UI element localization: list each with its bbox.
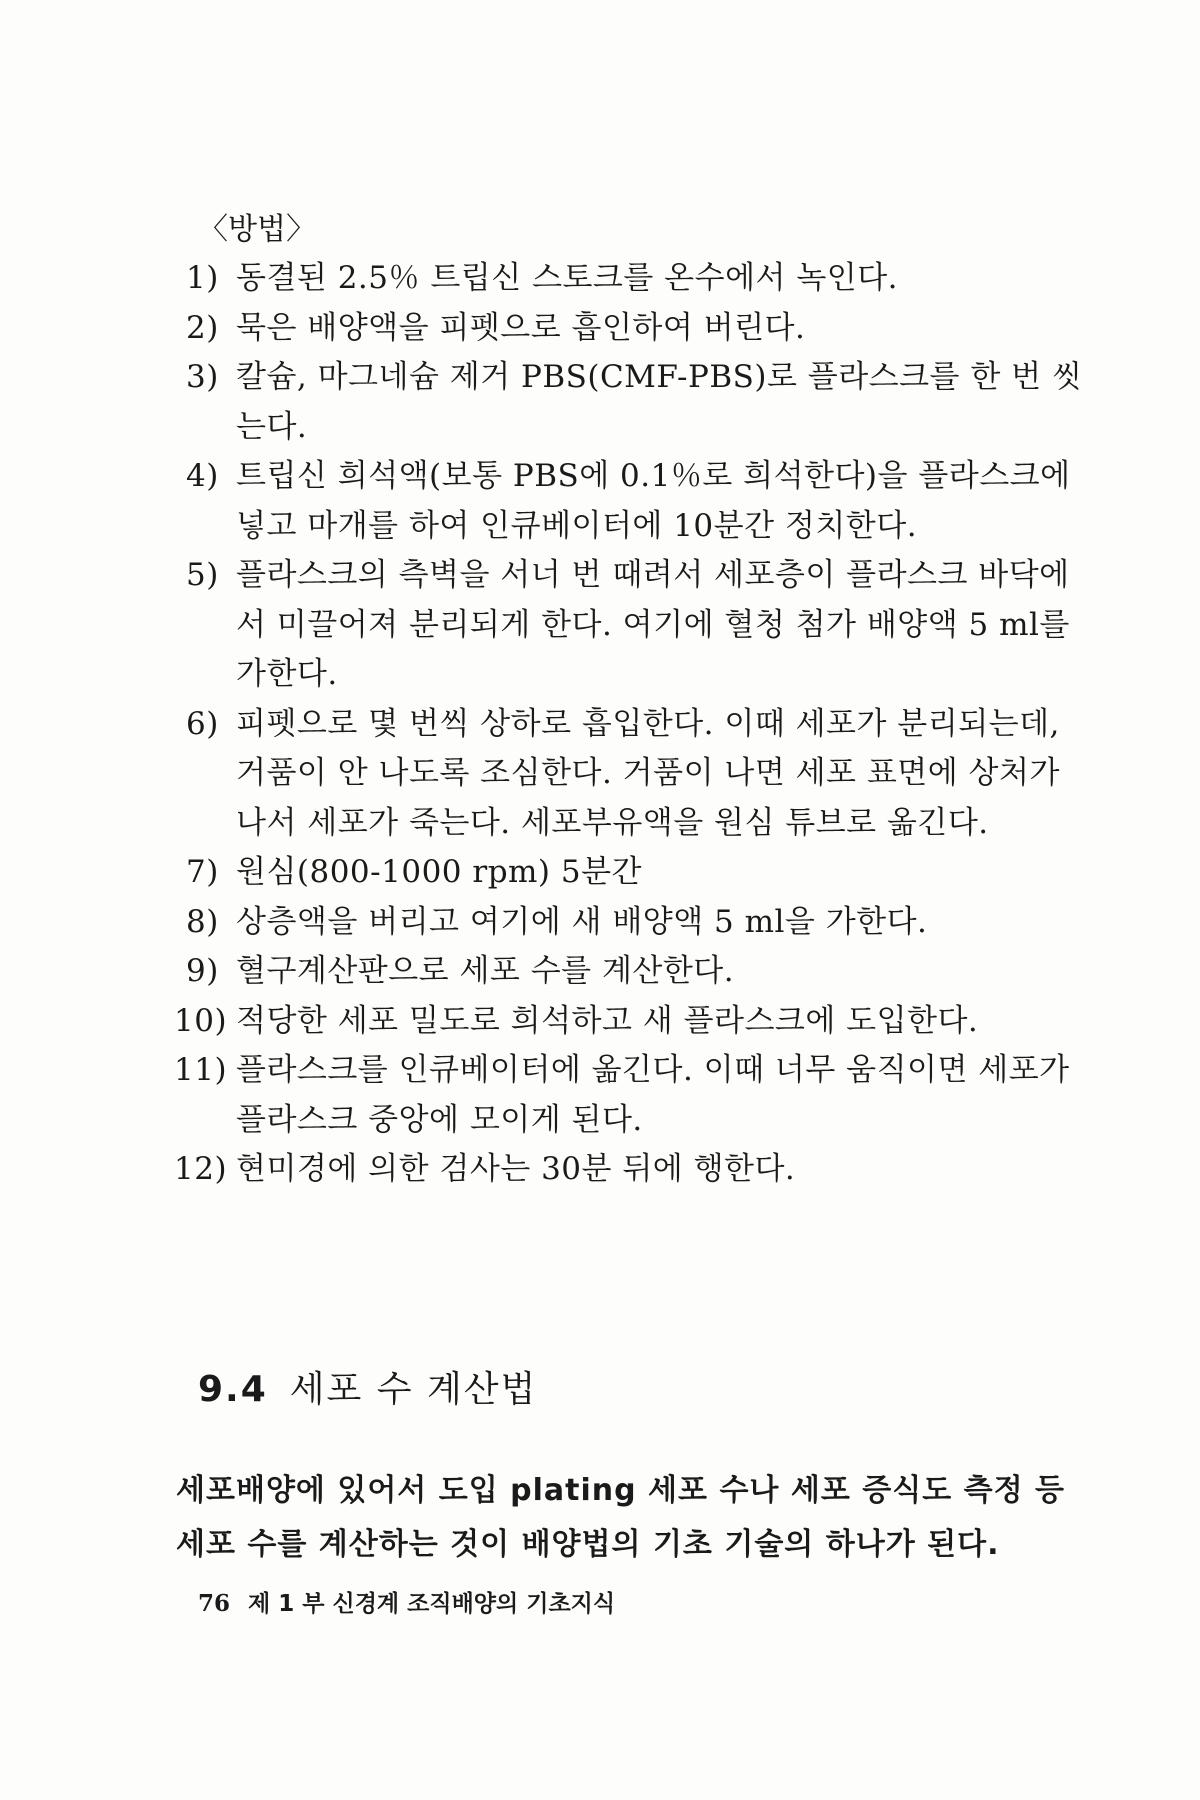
step-number: 8) [186,903,219,940]
step-number: 10) [174,1002,228,1039]
step-number: 12) [174,1151,228,1187]
step-6 [186,700,1086,849]
step-text: 원심(800-1000 rpm) 5분간 [236,854,642,890]
step-text: 플라스크를 인큐베이터에 옮긴다. 이때 너무 움직이면 세포가 플라스크 중앙에 모이게 된다. [236,1052,1070,1138]
section-paragraph: 세포배양에 있어서 도입 plating 세포 수나 세포 증식도 측정 등 세포 수를 계산하는 것이 배양법의 기초 기술의 하나가 된다. [176,1473,1066,1562]
step-3 [186,353,1086,452]
step-text: 묵은 배양액을 피펫으로 흡인하여 버린다. [236,309,806,346]
step-text: 피펫으로 몇 번씩 상하로 흡입한다. 이때 세포가 분리되는데, 거품이 안 나도록 조심한다. 거품이 나면 세포 표면에 상처가 나서 세포가 죽는다. 세포부유액을 원심 튜브로 옮긴다. [236,705,1060,841]
step-number: 6) [186,705,219,742]
step-text: 트립신 희석액(보통 PBS에 0.1％로 희석한다)을 플라스크에 넣고 마개를 하여 인큐베이터에 10분간 정치한다. [236,458,1071,544]
step-11 [174,1046,1086,1145]
step-5 [186,551,1086,700]
step-number: 9) [186,953,219,989]
step-10 [174,997,1086,1047]
step-12 [174,1145,1086,1195]
step-8 [186,898,1086,948]
step-text: 칼슘, 마그네슘 제거 PBS(CMF-PBS)로 플라스크를 한 번 씻는다. [236,359,1083,445]
step-9 [186,947,1086,997]
step-text: 적당한 세포 밀도로 희석하고 새 플라스크에 도입한다. [236,1002,979,1039]
step-number: 11) [174,1052,228,1088]
step-text: 상층액을 버리고 여기에 새 배양액 5 ml을 가한다. [236,903,928,940]
section-number: 9.4 [198,1368,268,1410]
step-number: 5) [186,557,219,593]
step-number: 3) [186,359,219,395]
section-title: 세포 수 계산법 [289,1368,538,1410]
step-number: 1) [186,260,219,296]
step-7 [186,848,1086,898]
step-4 [186,452,1086,551]
page-number: 76 [198,1590,231,1617]
running-title: 제 1 부 신경계 조직배양의 기초지식 [248,1591,616,1617]
method-heading: 〈방법〉 [198,212,316,247]
step-text: 혈구계산판으로 세포 수를 계산한다. [236,953,735,989]
procedure-steps [174,254,1086,1195]
step-2 [186,304,1086,354]
step-number: 4) [186,458,219,494]
step-number: 7) [186,854,219,890]
section-heading [198,1366,537,1414]
step-number: 2) [186,309,219,346]
step-text: 동결된 2.5％ 트립신 스토크를 온수에서 녹인다. [236,260,899,296]
step-text: 플라스크의 측벽을 서너 번 때려서 세포층이 플라스크 바닥에서 미끌어져 분리되게 한다. 여기에 혈청 첨가 배양액 5 ml를 가한다. [236,557,1070,692]
page-footer [198,1586,615,1622]
step-1 [186,254,1086,304]
step-text: 현미경에 의한 검사는 30분 뒤에 행한다. [236,1151,796,1187]
